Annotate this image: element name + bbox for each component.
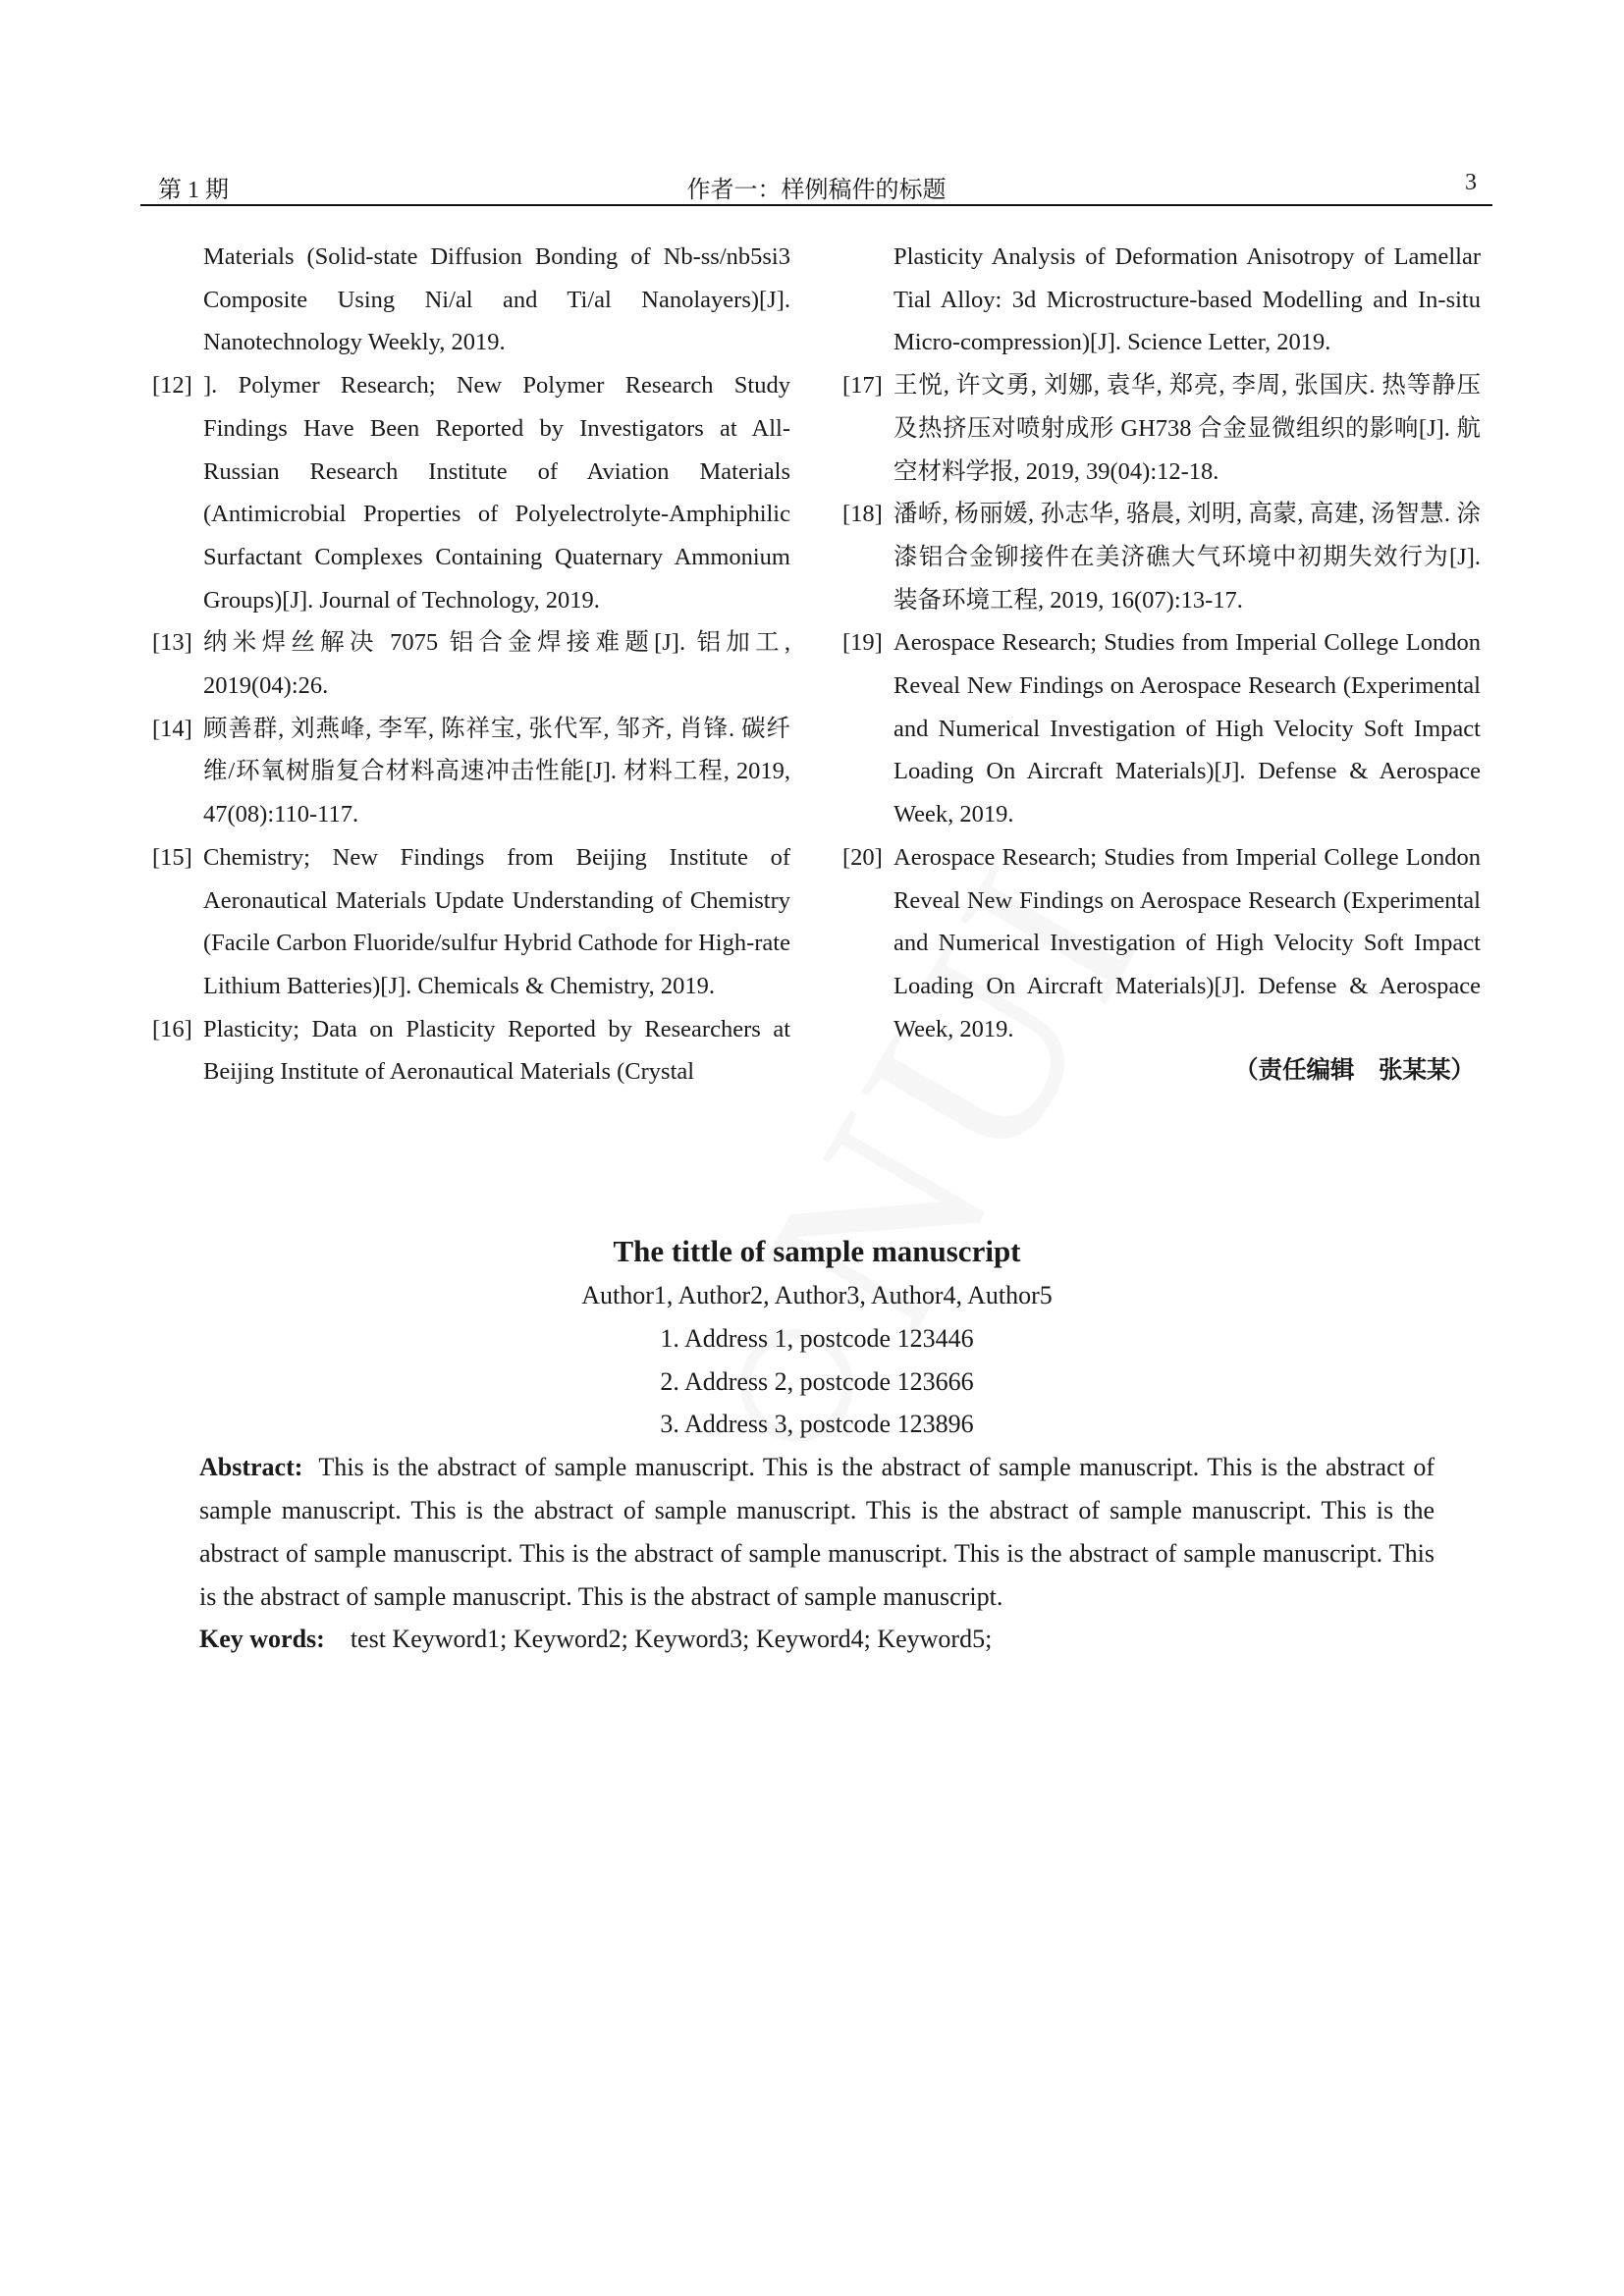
reference-item [842,493,1481,621]
keywords-text: test Keyword1; Keyword2; Keyword3; Keyword4; Keyword5; [350,1625,993,1654]
reference-item [152,836,790,1008]
reference-text: Aerospace Research; Studies from Imperial College London Reveal New Findings on Aerospace Research (Experimental and Numerical Investigation of High Velocity Soft Impact Loading On Aircraft Materials)[J]. Defense & Aerospace Week, 2019. [893,843,1481,1042]
reference-text: 潘峤, 杨丽媛, 孙志华, 骆晨, 刘明, 高蒙, 高建, 汤智慧. 涂漆铝合金铆接件在美济礁大气环境中初期失效行为[J]. 装备环境工程, 2019, 16(07):13-17. [893,501,1481,614]
reference-item [152,1008,790,1094]
reference-item [842,621,1481,836]
reference-item [152,708,790,836]
reference-text: 纳米焊丝解决 7075 铝合金焊接难题[J]. 铝加工, 2019(04):26. [203,629,790,700]
issue-number: 第 1 期 [158,178,229,203]
keywords-label: Key words: [199,1625,325,1654]
reference-number: [19] [842,629,883,657]
running-title: 作者一：样例稿件的标题 [686,178,947,203]
reference-item [842,364,1481,493]
reference-text: Chemistry; New Findings from Beijing Institute of Aeronautical Materials Update Understanding of Chemistry (Facile Carbon Fluoride/sulfur Hybrid Cathode for High-rate Lithium Batteries)[J]. Chemicals & Chemistry, 2019. [203,843,790,999]
english-title: The tittle of sample manuscript [613,1234,1021,1268]
address-line: 1. Address 1, postcode 123446 [660,1323,974,1353]
keywords-line [199,1618,1435,1661]
address-line: 3. Address 3, postcode 123896 [660,1410,974,1439]
reference-text: 顾善群, 刘燕峰, 李军, 陈祥宝, 张代军, 邹齐, 肖锋. 碳纤维/环氧树脂复合材料高速冲击性能[J]. 材料工程, 2019, 47(08):110-117. [203,715,790,828]
reference-number: [16] [152,1015,192,1042]
reference-number: [15] [152,843,192,871]
reference-text: Plasticity; Data on Plasticity Reported by Researchers at Beijing Institute of Aeronautical Materials (Crystal [203,1015,790,1086]
author-list: Author1, Author2, Author3, Author4, Author5 [581,1281,1053,1309]
reference-text: ]. Polymer Research; New Polymer Research Study Findings Have Been Reported by Investigators at All-Russian Research Institute of Aviation Materials (Antimicrobial Properties of Polyelectrolyte-Amphiphilic Surfactant Complexes Containing Quaternary Ammonium Groups)[J]. Journal of Technology, 2019. [203,372,790,614]
references-left-column [152,236,790,1094]
responsible-editor: （责任编辑 张某某） [1234,1057,1475,1084]
reference-item [152,364,790,621]
address-line: 2. Address 2, postcode 123666 [660,1366,974,1396]
reference-number: [17] [842,372,883,400]
reference-item [842,836,1481,1051]
reference-text: 王悦, 许文勇, 刘娜, 袁华, 郑亮, 李周, 张国庆. 热等静压及热挤压对喷射成形 GH738 合金显微组织的影响[J]. 航空材料学报, 2019, 39(04):12-18. [893,372,1481,485]
reference-number: [13] [152,629,192,657]
reference-number: [20] [842,843,883,871]
reference-number: [12] [152,372,192,400]
reference-number: [18] [842,501,883,528]
abstract-text: This is the abstract of sample manuscript. This is the abstract of sample manuscript. This is the abstract of sample manuscript. This is the abstract of sample manuscript. This is the abstract of sample manuscript. This is the abstract of sample manuscript. This is the abstract of sample manuscript. This is the abstract of sample manuscript. This is the abstract of sample manuscript. This is the abstract of sample manuscript. [199,1453,1435,1611]
references-right-column [842,236,1481,1050]
reference-continuation: Materials (Solid-state Diffusion Bonding of Nb-ss/nb5si3 Composite Using Ni/al and Ti/al Nanolayers)[J]. Nanotechnology Weekly, 2019. [203,243,790,356]
abstract-paragraph [199,1446,1435,1618]
reference-number: [14] [152,715,192,742]
reference-text: Aerospace Research; Studies from Imperial College London Reveal New Findings on Aerospace Research (Experimental and Numerical Investigation of High Velocity Soft Impact Loading On Aircraft Materials)[J]. Defense & Aerospace Week, 2019. [893,629,1481,828]
page-number: 3 [1465,170,1477,195]
english-abstract-block [199,1229,1435,1661]
running-header [140,165,1492,206]
reference-continuation: Plasticity Analysis of Deformation Anisotropy of Lamellar Tial Alloy: 3d Microstructure-based Modelling and In-situ Micro-compression)[J]. Science Letter, 2019. [893,243,1481,356]
reference-item [152,621,790,707]
abstract-label: Abstract: [199,1453,303,1482]
